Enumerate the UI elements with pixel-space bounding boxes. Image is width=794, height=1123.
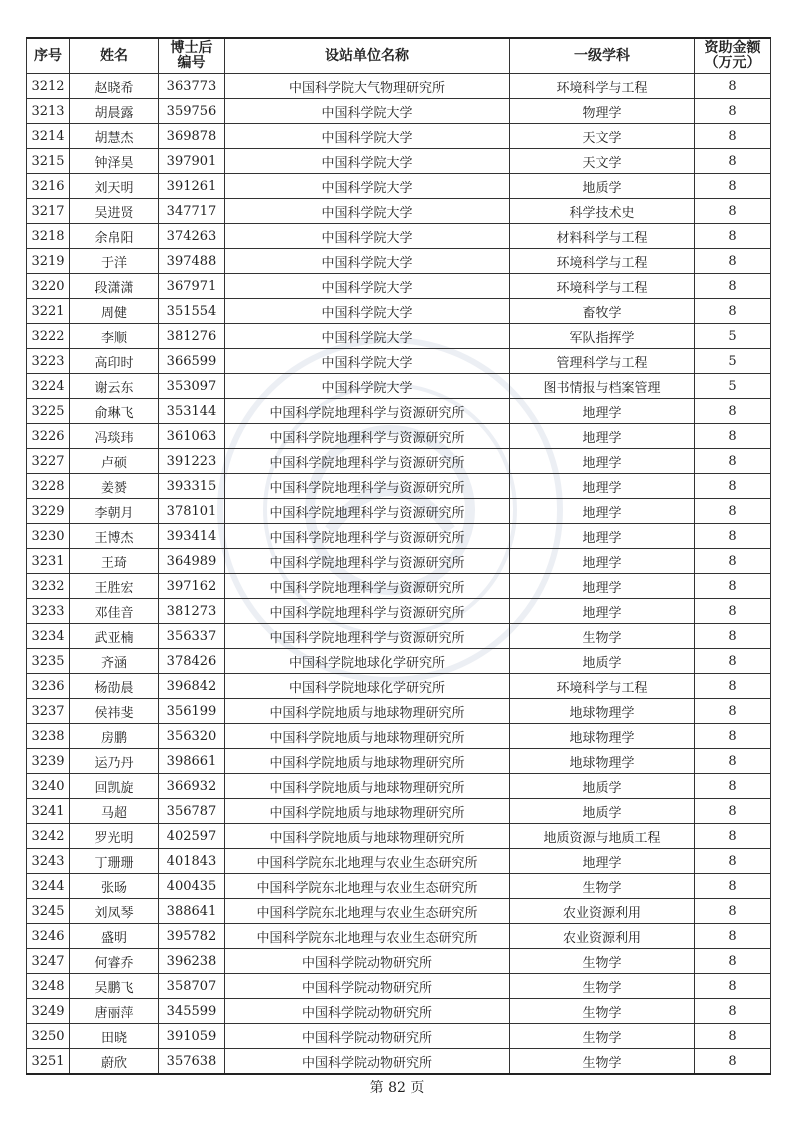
cell-name: 周健 <box>70 299 159 324</box>
cell-seq: 3250 <box>27 1024 70 1049</box>
cell-name: 武亚楠 <box>70 624 159 649</box>
cell-amount: 8 <box>695 124 771 149</box>
cell-unit: 中国科学院地质与地球物理研究所 <box>225 724 510 749</box>
cell-name: 侯祎斐 <box>70 699 159 724</box>
cell-postdoc-id: 397901 <box>159 149 225 174</box>
cell-seq: 3221 <box>27 299 70 324</box>
cell-postdoc-id: 369878 <box>159 124 225 149</box>
cell-name: 李朝月 <box>70 499 159 524</box>
cell-amount: 8 <box>695 699 771 724</box>
cell-name: 王博杰 <box>70 524 159 549</box>
cell-amount: 5 <box>695 349 771 374</box>
header-amount <box>695 38 771 74</box>
cell-unit: 中国科学院地理科学与资源研究所 <box>225 624 510 649</box>
table-row <box>27 599 771 624</box>
cell-unit: 中国科学院地质与地球物理研究所 <box>225 774 510 799</box>
table-row <box>27 949 771 974</box>
cell-amount: 8 <box>695 74 771 99</box>
table-row <box>27 274 771 299</box>
cell-amount: 8 <box>695 299 771 324</box>
cell-name: 卢硕 <box>70 449 159 474</box>
cell-discipline: 农业资源利用 <box>510 924 695 949</box>
cell-name: 邓佳音 <box>70 599 159 624</box>
header-name: 姓名 <box>70 38 159 74</box>
cell-unit: 中国科学院地理科学与资源研究所 <box>225 449 510 474</box>
cell-discipline: 地理学 <box>510 549 695 574</box>
table-row <box>27 649 771 674</box>
cell-name: 唐丽萍 <box>70 999 159 1024</box>
cell-postdoc-id: 358707 <box>159 974 225 999</box>
cell-unit: 中国科学院大学 <box>225 174 510 199</box>
cell-seq: 3219 <box>27 249 70 274</box>
cell-discipline: 生物学 <box>510 1024 695 1049</box>
cell-unit: 中国科学院大学 <box>225 224 510 249</box>
cell-name: 吴鹏飞 <box>70 974 159 999</box>
cell-name: 何睿乔 <box>70 949 159 974</box>
cell-discipline: 图书情报与档案管理 <box>510 374 695 399</box>
cell-name: 王琦 <box>70 549 159 574</box>
table-row <box>27 899 771 924</box>
cell-name: 谢云东 <box>70 374 159 399</box>
cell-postdoc-id: 357638 <box>159 1049 225 1075</box>
cell-postdoc-id: 396238 <box>159 949 225 974</box>
cell-amount: 8 <box>695 224 771 249</box>
cell-name: 胡慧杰 <box>70 124 159 149</box>
cell-unit: 中国科学院大学 <box>225 124 510 149</box>
cell-amount: 8 <box>695 474 771 499</box>
table-row <box>27 199 771 224</box>
cell-unit: 中国科学院大学 <box>225 374 510 399</box>
table-row <box>27 299 771 324</box>
cell-postdoc-id: 395782 <box>159 924 225 949</box>
cell-unit: 中国科学院大气物理研究所 <box>225 74 510 99</box>
header-discipline: 一级学科 <box>510 38 695 74</box>
cell-unit: 中国科学院动物研究所 <box>225 974 510 999</box>
cell-unit: 中国科学院地理科学与资源研究所 <box>225 474 510 499</box>
cell-amount: 8 <box>695 549 771 574</box>
table-row <box>27 974 771 999</box>
cell-seq: 3228 <box>27 474 70 499</box>
table-row <box>27 699 771 724</box>
header-amount-line2: （万元） <box>704 55 761 71</box>
cell-unit: 中国科学院东北地理与农业生态研究所 <box>225 849 510 874</box>
header-postdoc-id <box>159 38 225 74</box>
cell-discipline: 地质学 <box>510 799 695 824</box>
cell-amount: 8 <box>695 799 771 824</box>
cell-name: 刘天明 <box>70 174 159 199</box>
cell-name: 房鹏 <box>70 724 159 749</box>
cell-unit: 中国科学院动物研究所 <box>225 1049 510 1075</box>
table-row <box>27 549 771 574</box>
cell-unit: 中国科学院地理科学与资源研究所 <box>225 524 510 549</box>
cell-seq: 3227 <box>27 449 70 474</box>
cell-seq: 3231 <box>27 549 70 574</box>
cell-postdoc-id: 391223 <box>159 449 225 474</box>
table-row <box>27 149 771 174</box>
table-row <box>27 849 771 874</box>
cell-seq: 3237 <box>27 699 70 724</box>
table-row <box>27 374 771 399</box>
cell-seq: 3232 <box>27 574 70 599</box>
table-row <box>27 74 771 99</box>
table-row <box>27 874 771 899</box>
cell-postdoc-id: 393414 <box>159 524 225 549</box>
cell-postdoc-id: 397162 <box>159 574 225 599</box>
cell-discipline: 管理科学与工程 <box>510 349 695 374</box>
cell-discipline: 环境科学与工程 <box>510 249 695 274</box>
cell-unit: 中国科学院东北地理与农业生态研究所 <box>225 899 510 924</box>
cell-unit: 中国科学院大学 <box>225 324 510 349</box>
cell-seq: 3251 <box>27 1049 70 1075</box>
cell-amount: 8 <box>695 924 771 949</box>
cell-seq: 3242 <box>27 824 70 849</box>
table-header-row <box>27 38 771 74</box>
cell-seq: 3246 <box>27 924 70 949</box>
cell-postdoc-id: 359756 <box>159 99 225 124</box>
cell-name: 丁珊珊 <box>70 849 159 874</box>
cell-postdoc-id: 391261 <box>159 174 225 199</box>
cell-postdoc-id: 400435 <box>159 874 225 899</box>
funding-list-table <box>26 37 771 1075</box>
cell-unit: 中国科学院大学 <box>225 274 510 299</box>
cell-discipline: 地理学 <box>510 849 695 874</box>
cell-seq: 3240 <box>27 774 70 799</box>
cell-unit: 中国科学院地质与地球物理研究所 <box>225 699 510 724</box>
cell-discipline: 地理学 <box>510 524 695 549</box>
cell-discipline: 环境科学与工程 <box>510 274 695 299</box>
cell-unit: 中国科学院地球化学研究所 <box>225 649 510 674</box>
header-unit: 设站单位名称 <box>225 38 510 74</box>
cell-seq: 3230 <box>27 524 70 549</box>
cell-discipline: 环境科学与工程 <box>510 74 695 99</box>
table-row <box>27 674 771 699</box>
cell-postdoc-id: 396842 <box>159 674 225 699</box>
cell-seq: 3235 <box>27 649 70 674</box>
cell-name: 张旸 <box>70 874 159 899</box>
cell-unit: 中国科学院大学 <box>225 299 510 324</box>
cell-discipline: 材料科学与工程 <box>510 224 695 249</box>
cell-unit: 中国科学院大学 <box>225 349 510 374</box>
cell-postdoc-id: 356787 <box>159 799 225 824</box>
cell-name: 田晓 <box>70 1024 159 1049</box>
header-postdoc-id-line1: 博士后 <box>170 40 213 56</box>
cell-discipline: 地球物理学 <box>510 724 695 749</box>
cell-seq: 3247 <box>27 949 70 974</box>
table-row <box>27 224 771 249</box>
cell-amount: 8 <box>695 424 771 449</box>
cell-postdoc-id: 356199 <box>159 699 225 724</box>
cell-seq: 3220 <box>27 274 70 299</box>
cell-amount: 8 <box>695 774 771 799</box>
table-row <box>27 124 771 149</box>
cell-amount: 8 <box>695 499 771 524</box>
cell-postdoc-id: 401843 <box>159 849 225 874</box>
cell-postdoc-id: 364989 <box>159 549 225 574</box>
cell-discipline: 环境科学与工程 <box>510 674 695 699</box>
table-row <box>27 174 771 199</box>
cell-seq: 3217 <box>27 199 70 224</box>
cell-name: 姜赟 <box>70 474 159 499</box>
cell-name: 运乃丹 <box>70 749 159 774</box>
cell-discipline: 地理学 <box>510 574 695 599</box>
cell-unit: 中国科学院动物研究所 <box>225 1024 510 1049</box>
page-number: 第 82 页 <box>369 1080 425 1096</box>
cell-amount: 8 <box>695 674 771 699</box>
cell-discipline: 军队指挥学 <box>510 324 695 349</box>
cell-discipline: 地理学 <box>510 474 695 499</box>
table-row <box>27 574 771 599</box>
cell-postdoc-id: 361063 <box>159 424 225 449</box>
cell-name: 蔚欣 <box>70 1049 159 1075</box>
cell-unit: 中国科学院地理科学与资源研究所 <box>225 574 510 599</box>
table-row <box>27 1024 771 1049</box>
cell-unit: 中国科学院大学 <box>225 149 510 174</box>
cell-postdoc-id: 353097 <box>159 374 225 399</box>
cell-name: 俞琳飞 <box>70 399 159 424</box>
cell-seq: 3222 <box>27 324 70 349</box>
cell-postdoc-id: 356320 <box>159 724 225 749</box>
cell-amount: 8 <box>695 149 771 174</box>
header-postdoc-id-line2: 编号 <box>177 55 206 71</box>
cell-name: 高印时 <box>70 349 159 374</box>
cell-discipline: 畜牧学 <box>510 299 695 324</box>
table-row <box>27 1049 771 1075</box>
cell-amount: 8 <box>695 999 771 1024</box>
cell-discipline: 地理学 <box>510 449 695 474</box>
cell-name: 王胜宏 <box>70 574 159 599</box>
cell-seq: 3241 <box>27 799 70 824</box>
cell-discipline: 天文学 <box>510 149 695 174</box>
cell-postdoc-id: 366932 <box>159 774 225 799</box>
cell-amount: 8 <box>695 749 771 774</box>
cell-postdoc-id: 345599 <box>159 999 225 1024</box>
cell-discipline: 地理学 <box>510 499 695 524</box>
table-row <box>27 99 771 124</box>
cell-seq: 3216 <box>27 174 70 199</box>
cell-amount: 8 <box>695 249 771 274</box>
cell-postdoc-id: 374263 <box>159 224 225 249</box>
cell-amount: 8 <box>695 849 771 874</box>
cell-amount: 8 <box>695 974 771 999</box>
cell-seq: 3213 <box>27 99 70 124</box>
cell-name: 马超 <box>70 799 159 824</box>
cell-name: 赵晓希 <box>70 74 159 99</box>
cell-seq: 3218 <box>27 224 70 249</box>
cell-seq: 3244 <box>27 874 70 899</box>
cell-discipline: 生物学 <box>510 999 695 1024</box>
table-row <box>27 749 771 774</box>
cell-seq: 3226 <box>27 424 70 449</box>
cell-name: 回凯旋 <box>70 774 159 799</box>
cell-name: 胡晨露 <box>70 99 159 124</box>
cell-seq: 3234 <box>27 624 70 649</box>
cell-postdoc-id: 398661 <box>159 749 225 774</box>
cell-unit: 中国科学院大学 <box>225 199 510 224</box>
table-row <box>27 499 771 524</box>
cell-seq: 3212 <box>27 74 70 99</box>
table-row <box>27 999 771 1024</box>
table-row <box>27 399 771 424</box>
header-amount-line1: 资助金额 <box>704 40 761 56</box>
cell-discipline: 生物学 <box>510 1049 695 1075</box>
cell-unit: 中国科学院地质与地球物理研究所 <box>225 824 510 849</box>
cell-discipline: 地质学 <box>510 649 695 674</box>
table-row <box>27 924 771 949</box>
cell-amount: 8 <box>695 1049 771 1075</box>
cell-postdoc-id: 391059 <box>159 1024 225 1049</box>
cell-discipline: 地理学 <box>510 599 695 624</box>
cell-unit: 中国科学院地理科学与资源研究所 <box>225 399 510 424</box>
cell-postdoc-id: 356337 <box>159 624 225 649</box>
cell-postdoc-id: 378101 <box>159 499 225 524</box>
cell-discipline: 科学技术史 <box>510 199 695 224</box>
cell-seq: 3239 <box>27 749 70 774</box>
cell-postdoc-id: 347717 <box>159 199 225 224</box>
table-row <box>27 799 771 824</box>
cell-amount: 8 <box>695 949 771 974</box>
cell-seq: 3215 <box>27 149 70 174</box>
cell-discipline: 地质学 <box>510 174 695 199</box>
cell-unit: 中国科学院地质与地球物理研究所 <box>225 799 510 824</box>
cell-name: 齐涵 <box>70 649 159 674</box>
cell-amount: 8 <box>695 399 771 424</box>
cell-amount: 8 <box>695 724 771 749</box>
table-row <box>27 424 771 449</box>
table-row <box>27 524 771 549</box>
table-row <box>27 624 771 649</box>
cell-amount: 8 <box>695 274 771 299</box>
cell-discipline: 生物学 <box>510 624 695 649</box>
cell-unit: 中国科学院大学 <box>225 99 510 124</box>
cell-postdoc-id: 353144 <box>159 399 225 424</box>
cell-amount: 8 <box>695 899 771 924</box>
cell-amount: 8 <box>695 174 771 199</box>
cell-unit: 中国科学院东北地理与农业生态研究所 <box>225 924 510 949</box>
cell-name: 盛明 <box>70 924 159 949</box>
cell-discipline: 农业资源利用 <box>510 899 695 924</box>
cell-amount: 8 <box>695 449 771 474</box>
table-body <box>27 74 771 1075</box>
cell-seq: 3248 <box>27 974 70 999</box>
cell-amount: 8 <box>695 874 771 899</box>
header-seq: 序号 <box>27 38 70 74</box>
cell-name: 冯琰玮 <box>70 424 159 449</box>
cell-amount: 8 <box>695 199 771 224</box>
cell-discipline: 地球物理学 <box>510 699 695 724</box>
cell-unit: 中国科学院地理科学与资源研究所 <box>225 424 510 449</box>
cell-unit: 中国科学院地球化学研究所 <box>225 674 510 699</box>
cell-unit: 中国科学院动物研究所 <box>225 999 510 1024</box>
cell-postdoc-id: 393315 <box>159 474 225 499</box>
cell-amount: 8 <box>695 574 771 599</box>
table-row <box>27 349 771 374</box>
cell-amount: 8 <box>695 649 771 674</box>
cell-unit: 中国科学院动物研究所 <box>225 949 510 974</box>
table-row <box>27 774 771 799</box>
cell-amount: 8 <box>695 1024 771 1049</box>
cell-discipline: 生物学 <box>510 974 695 999</box>
cell-postdoc-id: 381276 <box>159 324 225 349</box>
cell-postdoc-id: 397488 <box>159 249 225 274</box>
cell-seq: 3229 <box>27 499 70 524</box>
cell-unit: 中国科学院地质与地球物理研究所 <box>225 749 510 774</box>
table-row <box>27 324 771 349</box>
cell-discipline: 天文学 <box>510 124 695 149</box>
cell-unit: 中国科学院地理科学与资源研究所 <box>225 549 510 574</box>
cell-seq: 3249 <box>27 999 70 1024</box>
cell-postdoc-id: 388641 <box>159 899 225 924</box>
cell-seq: 3233 <box>27 599 70 624</box>
cell-seq: 3243 <box>27 849 70 874</box>
cell-name: 钟泽昊 <box>70 149 159 174</box>
cell-postdoc-id: 381273 <box>159 599 225 624</box>
cell-name: 李顺 <box>70 324 159 349</box>
cell-seq: 3223 <box>27 349 70 374</box>
cell-discipline: 地质学 <box>510 774 695 799</box>
cell-name: 刘凤琴 <box>70 899 159 924</box>
table-row <box>27 449 771 474</box>
cell-name: 杨劭晨 <box>70 674 159 699</box>
cell-postdoc-id: 366599 <box>159 349 225 374</box>
cell-seq: 3245 <box>27 899 70 924</box>
cell-amount: 8 <box>695 824 771 849</box>
cell-postdoc-id: 402597 <box>159 824 225 849</box>
cell-amount: 8 <box>695 99 771 124</box>
cell-discipline: 地理学 <box>510 399 695 424</box>
cell-name: 吴进贤 <box>70 199 159 224</box>
cell-unit: 中国科学院大学 <box>225 249 510 274</box>
cell-discipline: 地理学 <box>510 424 695 449</box>
cell-seq: 3224 <box>27 374 70 399</box>
table-row <box>27 474 771 499</box>
cell-unit: 中国科学院地理科学与资源研究所 <box>225 499 510 524</box>
cell-seq: 3225 <box>27 399 70 424</box>
cell-amount: 8 <box>695 624 771 649</box>
cell-amount: 5 <box>695 324 771 349</box>
cell-postdoc-id: 351554 <box>159 299 225 324</box>
cell-unit: 中国科学院东北地理与农业生态研究所 <box>225 874 510 899</box>
cell-seq: 3214 <box>27 124 70 149</box>
cell-name: 罗光明 <box>70 824 159 849</box>
cell-discipline: 物理学 <box>510 99 695 124</box>
cell-amount: 8 <box>695 599 771 624</box>
cell-unit: 中国科学院地理科学与资源研究所 <box>225 599 510 624</box>
cell-name: 余帛阳 <box>70 224 159 249</box>
table-row <box>27 724 771 749</box>
cell-name: 段潇潇 <box>70 274 159 299</box>
cell-postdoc-id: 367971 <box>159 274 225 299</box>
cell-amount: 5 <box>695 374 771 399</box>
cell-discipline: 生物学 <box>510 949 695 974</box>
cell-amount: 8 <box>695 524 771 549</box>
cell-seq: 3238 <box>27 724 70 749</box>
table-row <box>27 824 771 849</box>
cell-discipline: 地质资源与地质工程 <box>510 824 695 849</box>
cell-postdoc-id: 363773 <box>159 74 225 99</box>
table-row <box>27 249 771 274</box>
cell-seq: 3236 <box>27 674 70 699</box>
cell-postdoc-id: 378426 <box>159 649 225 674</box>
cell-name: 于洋 <box>70 249 159 274</box>
cell-discipline: 地球物理学 <box>510 749 695 774</box>
cell-discipline: 生物学 <box>510 874 695 899</box>
